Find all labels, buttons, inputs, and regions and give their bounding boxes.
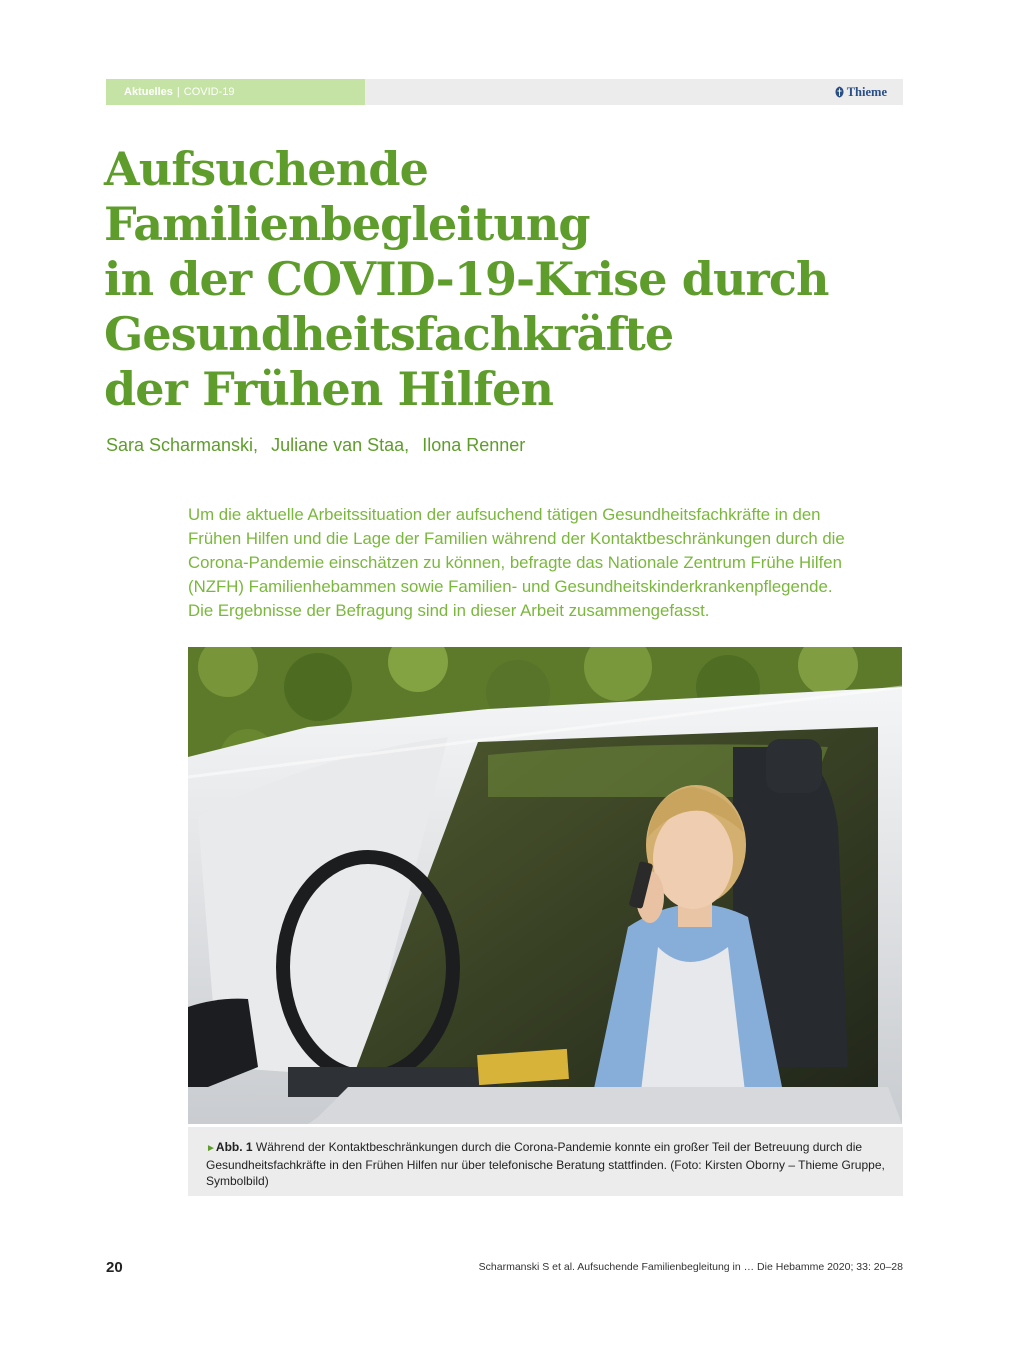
caption-line: Symbolbild) [206,1174,269,1188]
section-label [124,79,235,105]
abstract-line: Corona-Pandemie einschätzen zu können, befragte das Nationale Zentrum Frühe Hilfen [188,553,842,572]
abstract-line: Frühen Hilfen und die Lage der Familien während der Kontaktbeschränkungen durch die [188,529,845,548]
author-name: Juliane van Staa, [271,435,410,455]
section-tab [106,79,365,105]
caption-line: Gesundheitsfachkräfte in den Frühen Hilfen nur über telefonische Beratung stattfinden. (Foto: Kirsten Oborny – Thieme Gruppe, [206,1158,885,1172]
abstract-line: Die Ergebnisse der Befragung sind in dieser Arbeit zusammengefasst. [188,601,710,620]
figure-photo [188,647,902,1124]
section-header-bar [106,79,903,105]
publisher-logo [835,79,887,105]
caption-arrow-icon: ► [206,1143,216,1154]
title-line: Gesundheitsfachkräfte [104,307,674,361]
figure-caption [188,1127,903,1196]
caption-text [206,1139,896,1189]
article-abstract [188,503,900,623]
section-name: Aktuelles [124,86,173,98]
thieme-logo-icon [835,86,844,98]
subsection-name: COVID-19 [183,86,235,98]
caption-first-line [206,1139,896,1157]
title-line: der Frühen Hilfen [104,362,553,416]
abstract-line: Um die aktuelle Arbeitssituation der aufsuchend tätigen Gesundheitsfachkräfte in den [188,505,821,524]
footer-citation: Scharmanski S et al. Aufsuchende Familienbegleitung in … Die Hebamme 2020; 33: 20–28 [478,1261,903,1273]
author-name: Ilona Renner [422,435,526,455]
abstract-line: (NZFH) Familienhebammen sowie Familien- und Gesundheitskinderkrankenpflegende. [188,577,833,596]
caption-line: Während der Kontaktbeschränkungen durch die Corona-Pandemie konnte ein großer Teil der Betreuung durch die [255,1140,863,1154]
author-list [106,435,533,456]
title-line: in der COVID-19-Krise durch [104,252,829,306]
caption-label: Abb. 1 [215,1140,253,1154]
section-separator: | [176,86,180,98]
author-name: Sara Scharmanski, [106,435,259,455]
article-title [104,142,904,417]
title-line: Familienbegleitung [104,197,590,251]
publisher-name: Thieme [846,84,887,99]
title-line: Aufsuchende [104,142,428,196]
woman-in-car-on-phone-photo [188,647,902,1124]
page-number: 20 [106,1259,123,1276]
